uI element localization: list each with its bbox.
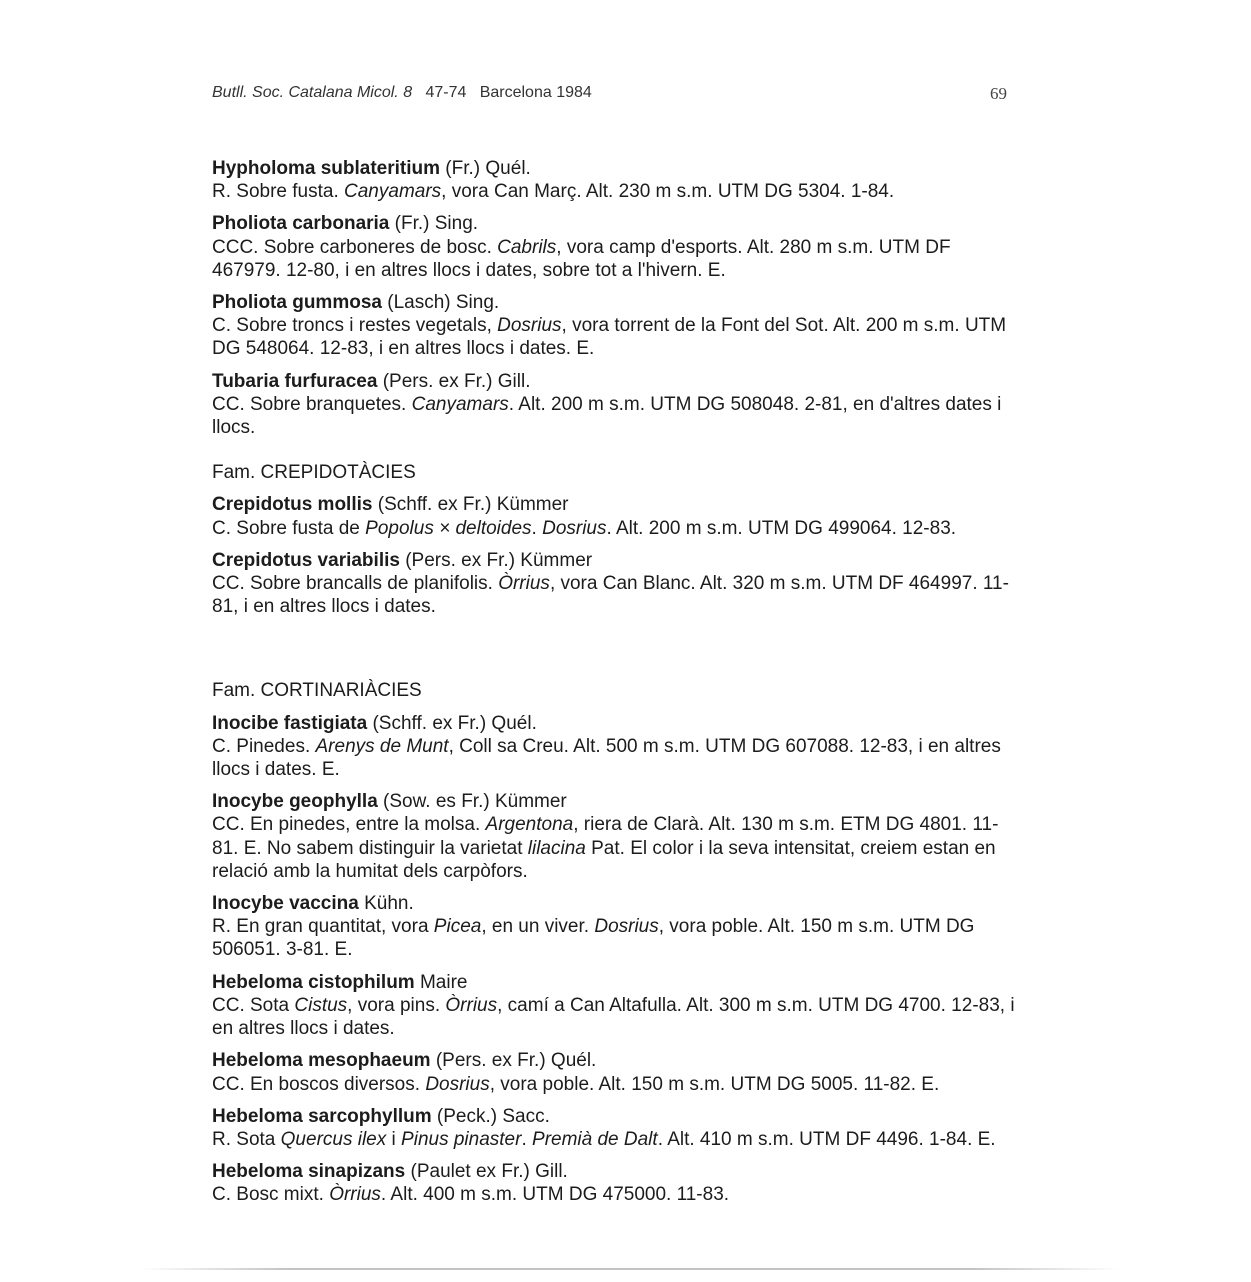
species-description: C. Sobre troncs i restes vegetals, Dosrius, vora torrent de la Font del Sot. Alt. 200 m s.m. UTM DG 548064. 12-83, i en altres llocs i dates. E. bbox=[212, 315, 1007, 360]
species-title bbox=[212, 1105, 1022, 1128]
running-head bbox=[212, 84, 592, 102]
species-name: Hebeloma mesophaeum bbox=[212, 1050, 431, 1072]
species-description: C. Bosc mixt. Òrrius. Alt. 400 m s.m. UTM DG 475000. 11-83. bbox=[212, 1184, 730, 1206]
species-title bbox=[212, 892, 1022, 915]
species-author: (Peck.) Sacc. bbox=[431, 1105, 550, 1127]
family-heading-cortinariacies: Fam. CORTINARIÀCIES bbox=[212, 680, 422, 702]
species-entry bbox=[212, 712, 1022, 782]
species-name: Inocybe geophylla bbox=[212, 791, 378, 813]
species-description: CC. Sota Cistus, vora pins. Òrrius, camí a Can Altafulla. Alt. 300 m s.m. UTM DG 4700. 12-83, i en altres llocs i dates. bbox=[212, 994, 1015, 1040]
species-author: (Paulet ex Fr.) Gill. bbox=[405, 1161, 568, 1183]
species-group-3 bbox=[212, 712, 1022, 1207]
species-entry bbox=[212, 1160, 1022, 1206]
species-name: Crepidotus variabilis bbox=[212, 549, 400, 571]
species-title bbox=[212, 1160, 1022, 1183]
species-description: R. Sota Quercus ilex i Pinus pinaster. Premià de Dalt. Alt. 410 m s.m. UTM DF 4496. 1-84. E. bbox=[212, 1128, 996, 1150]
journal-title: Butll. Soc. Catalana Micol. 8 bbox=[212, 84, 413, 101]
species-title bbox=[212, 1049, 1022, 1072]
species-author: (Fr.) Quél. bbox=[440, 158, 531, 179]
species-name: Hebeloma sarcophyllum bbox=[212, 1105, 432, 1127]
species-entry bbox=[212, 1105, 1022, 1151]
species-author: (Pers. ex Fr.) Gill. bbox=[377, 370, 531, 392]
species-entry bbox=[212, 971, 1022, 1041]
species-name: Hebeloma cistophilum bbox=[212, 971, 415, 993]
species-title bbox=[212, 549, 1022, 572]
species-author: Kühn. bbox=[358, 893, 414, 915]
species-entry bbox=[212, 790, 1022, 883]
species-title bbox=[212, 212, 1022, 235]
species-description: R. En gran quantitat, vora Picea, en un viver. Dosrius, vora poble. Alt. 150 m s.m. UTM DG 506051. 3-81. E. bbox=[212, 916, 975, 961]
species-author: (Fr.) Sing. bbox=[389, 213, 479, 235]
species-author: (Pers. ex Fr.) Quél. bbox=[430, 1050, 597, 1072]
species-name: Tubaria furfuracea bbox=[212, 370, 378, 392]
species-description: CC. En pinedes, entre la molsa. Argentona, riera de Clarà. Alt. 130 m s.m. ETM DG 4801. 11-81. E. No sabem distinguir la varietat lilacina Pat. El color i la seva intensitat, creiem estan en relació amb la humitat dels carpòfors. bbox=[212, 814, 999, 882]
species-title bbox=[212, 971, 1022, 994]
species-title bbox=[212, 291, 1022, 314]
species-title bbox=[212, 790, 1022, 813]
species-description: CC. Sobre brancalls de planifolis. Òrrius, vora Can Blanc. Alt. 320 m s.m. UTM DF 464997. 11-81, i en altres llocs i dates. bbox=[212, 573, 1009, 618]
species-entry bbox=[212, 549, 1022, 619]
species-description: R. Sobre fusta. Canyamars, vora Can Març. Alt. 230 m s.m. UTM DG 5304. 1-84. bbox=[212, 181, 895, 203]
species-name: Hypholoma sublateritium bbox=[212, 158, 441, 179]
species-entry bbox=[212, 157, 1022, 203]
main-content bbox=[212, 157, 1022, 1216]
species-author: (Sow. es Fr.) Kümmer bbox=[377, 791, 567, 813]
species-author: (Pers. ex Fr.) Kümmer bbox=[399, 549, 593, 571]
species-entry bbox=[212, 370, 1022, 440]
species-group-2 bbox=[212, 493, 1022, 618]
species-title bbox=[212, 493, 1022, 516]
place-year: Barcelona 1984 bbox=[479, 84, 592, 101]
species-description: CCC. Sobre carboneres de bosc. Cabrils, vora camp d'esports. Alt. 280 m s.m. UTM DF 467979. 12-80, i en altres llocs i dates, sobre tot a l'hivern. E. bbox=[212, 236, 951, 281]
page-number: 69 bbox=[990, 84, 1007, 103]
species-description: CC. Sobre branquetes. Canyamars. Alt. 200 m s.m. UTM DG 508048. 2-81, en d'altres dates i llocs. bbox=[212, 393, 1002, 439]
species-title bbox=[212, 157, 1022, 180]
species-author: (Schff. ex Fr.) Kümmer bbox=[372, 494, 569, 516]
species-name: Crepidotus mollis bbox=[212, 494, 373, 516]
family-heading-crepidotacies: Fam. CREPIDOTÀCIES bbox=[212, 462, 416, 484]
species-name: Inocibe fastigiata bbox=[212, 712, 368, 734]
species-entry bbox=[212, 892, 1022, 962]
species-name: Pholiota carbonaria bbox=[212, 213, 390, 235]
species-name: Pholiota gummosa bbox=[212, 292, 382, 314]
species-author: (Lasch) Sing. bbox=[381, 292, 500, 314]
species-entry bbox=[212, 212, 1022, 282]
page-range: 47-74 bbox=[425, 84, 467, 101]
species-description: C. Sobre fusta de Popolus × deltoides. Dosrius. Alt. 200 m s.m. UTM DG 499064. 12-83. bbox=[212, 517, 957, 539]
species-group-1 bbox=[212, 157, 1022, 439]
species-description: CC. En boscos diversos. Dosrius, vora poble. Alt. 150 m s.m. UTM DG 5005. 11-82. E. bbox=[212, 1073, 940, 1095]
page-bottom-rule bbox=[140, 1268, 1120, 1270]
species-author: Maire bbox=[414, 971, 468, 993]
species-name: Hebeloma sinapizans bbox=[212, 1161, 406, 1183]
species-entry bbox=[212, 291, 1022, 361]
species-title bbox=[212, 370, 1022, 393]
species-entry bbox=[212, 1049, 1022, 1095]
species-title bbox=[212, 712, 1022, 735]
species-name: Inocybe vaccina bbox=[212, 893, 359, 915]
species-description: C. Pinedes. Arenys de Munt, Coll sa Creu. Alt. 500 m s.m. UTM DG 607088. 12-83, i en altres llocs i dates. E. bbox=[212, 735, 1001, 781]
species-author: (Schff. ex Fr.) Quél. bbox=[367, 712, 537, 734]
species-entry bbox=[212, 493, 1022, 539]
